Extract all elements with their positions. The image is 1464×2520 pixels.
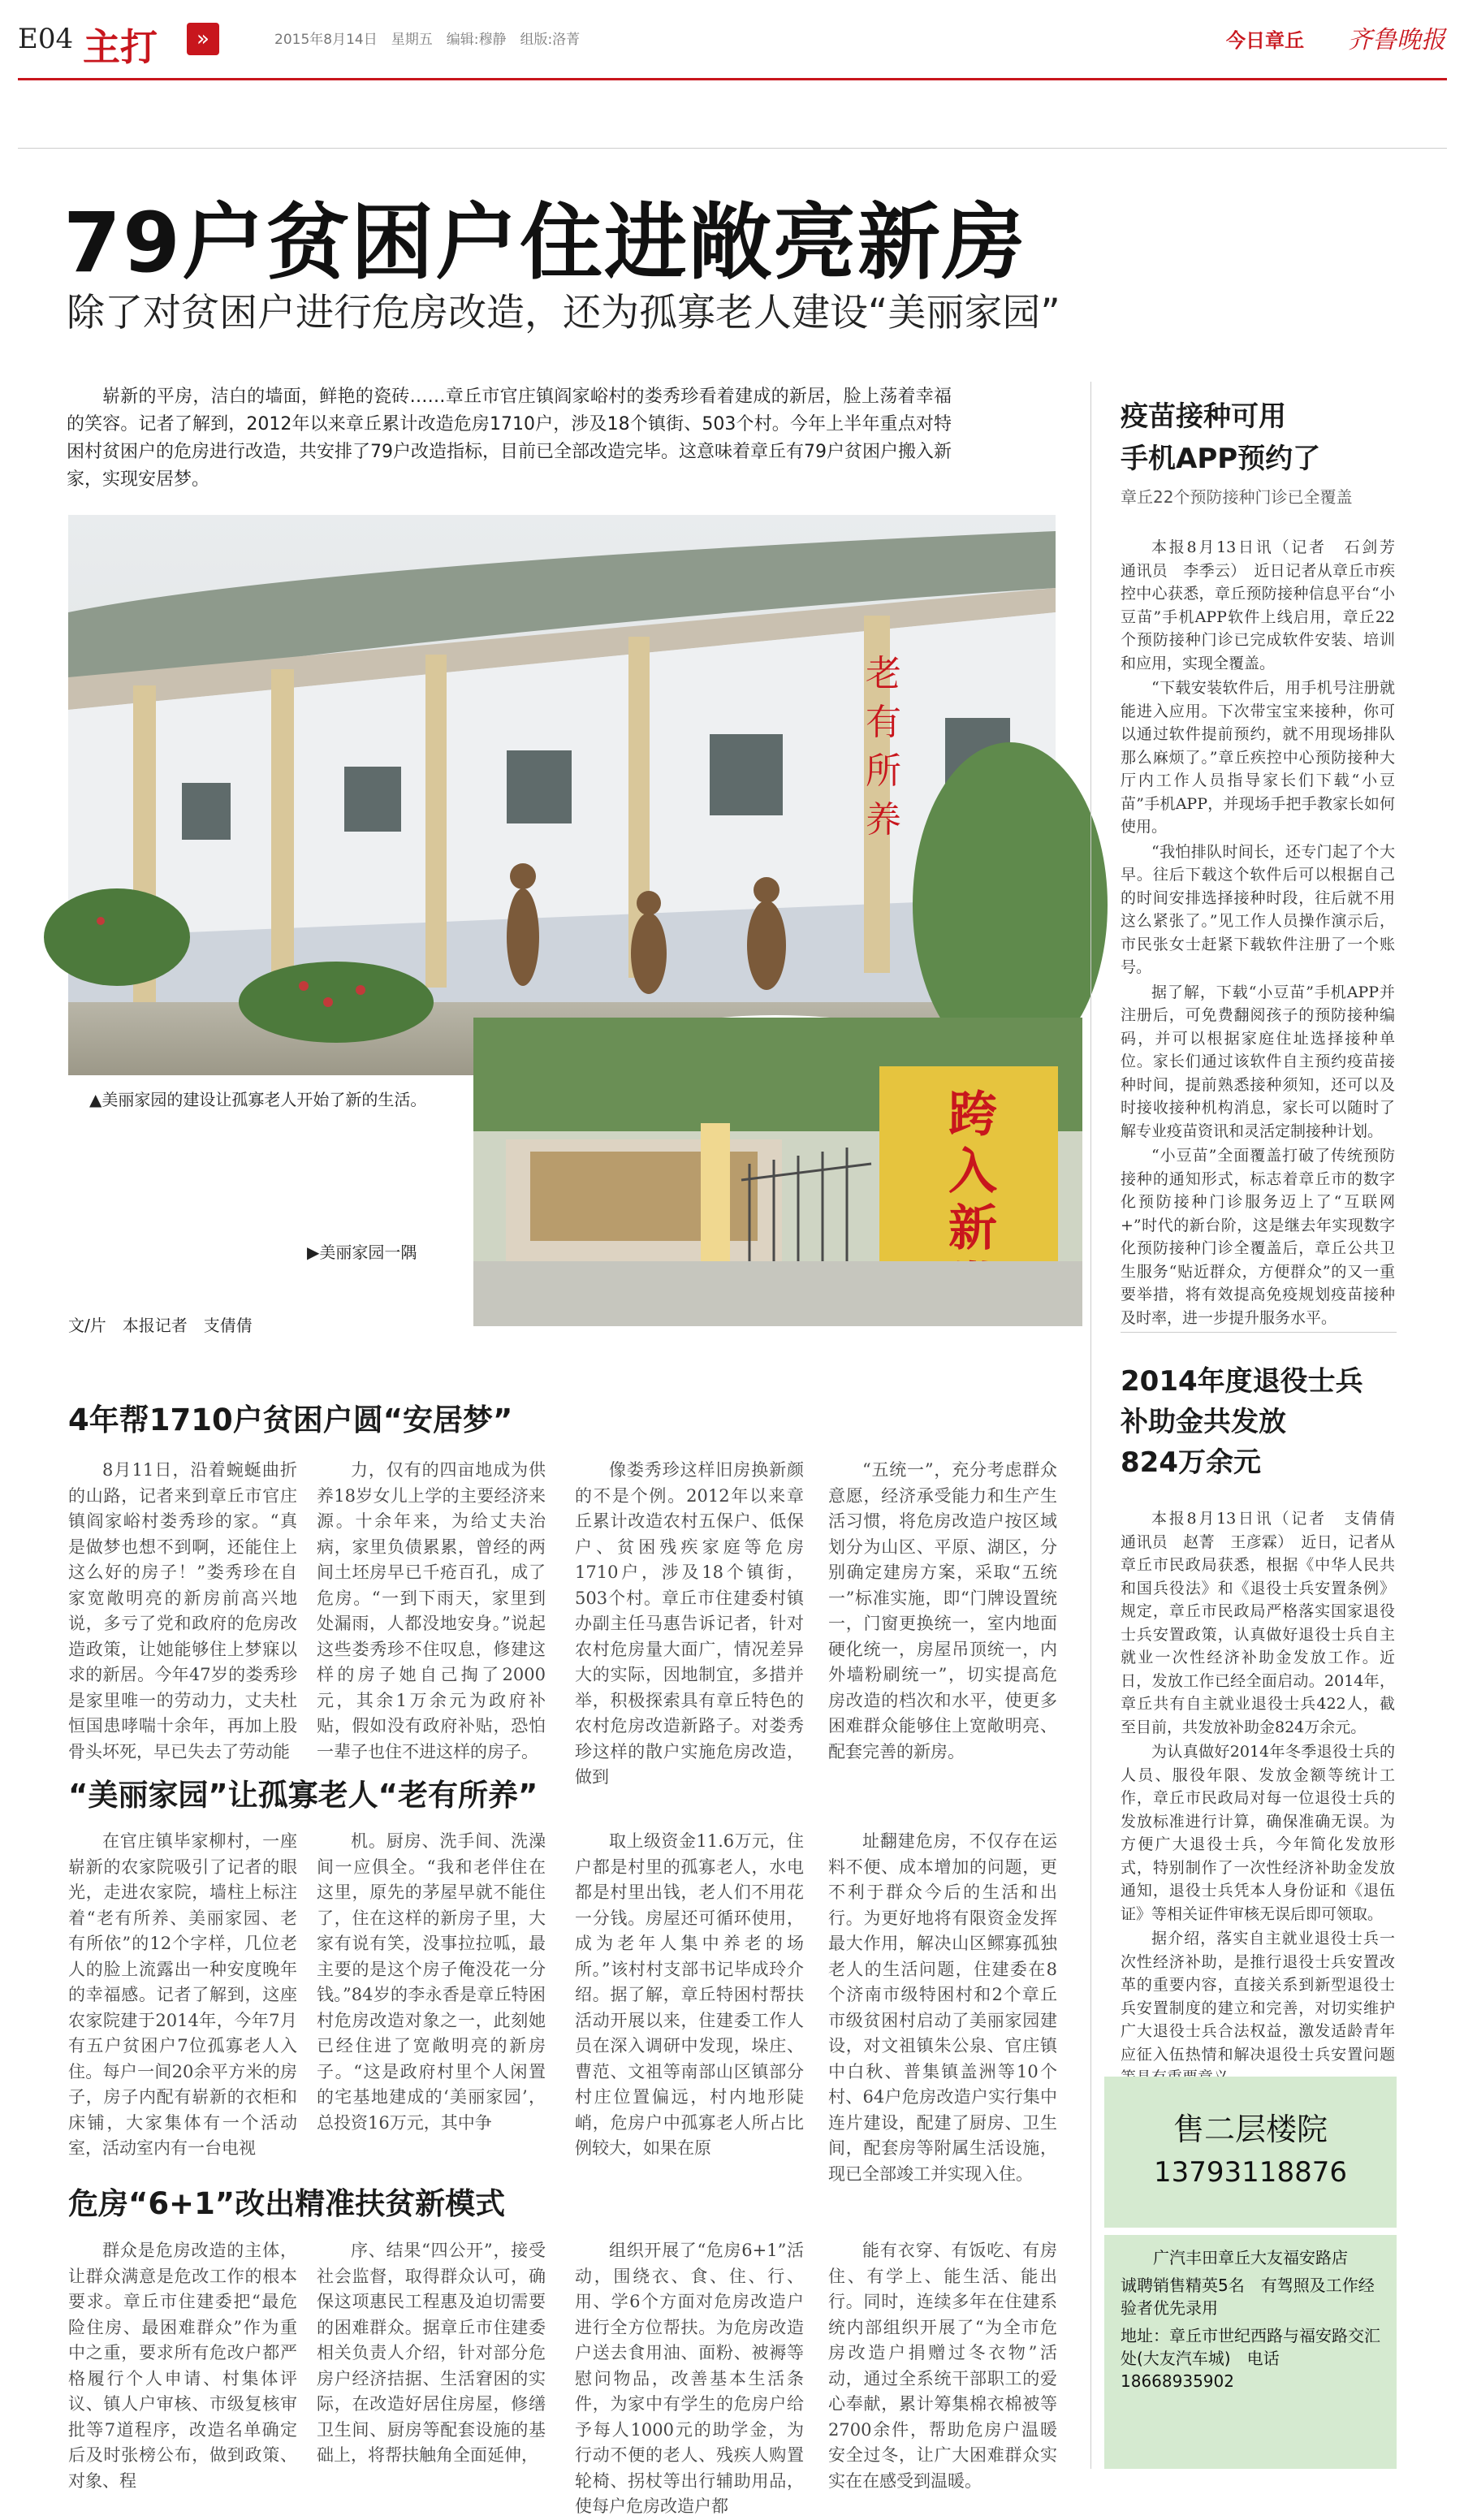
section3-col1: 群众是危房改造的主体，让群众满意是危改工作的根本要求。章丘市住建委把“最危险住房、最困难群众”作为重中之重，要求所有危改户都严格履行个人申请、村集体评议、镇人户审核、市级复核审批等7道程序，改造名单确定后及时张榜公布，做到政策、对象、程 [68, 2241, 297, 2491]
svg-text:跨: 跨 [948, 1087, 997, 1143]
section3-col2: 序、结果“四公开”，接受社会监督，取得群众认可，确保这项惠民工程惠及迫切需要的困难群众。据章丘市住建委相关负责人介绍，针对部分危房户经济拮据、生活窘困的实际，在改造好居住房屋，修缮卫生间、厨房等配套设施的基础上，将帮扶触角全面延伸， [317, 2241, 546, 2465]
sidebar1-paragraph: “下载安装软件后，用手机号注册就能进入应用。下次带宝宝来接种，你可以通过软件提前预约，就不用现场排队那么麻烦了。”章丘疾控中心预防接种大厅内工作人员指导家长们下载“小豆苗”手机APP，并现场手把手教家长如何使用。 [1121, 679, 1395, 836]
page-code: E04 [18, 23, 74, 55]
sidebar-divider [1090, 382, 1091, 2469]
sidebar2-paragraph: 据介绍，落实自主就业退役士兵一次性经济补助，是推行退役士兵安置改革的重要内容，直接关系到新型退役士兵安置制度的建立和完善，对切实维护广大退役士兵合法权益，激发适龄青年应征入伍热情和解决退役士兵安置问题 [1121, 1930, 1395, 2064]
sidebar2-title-line3: 824万余元 [1121, 1446, 1261, 1479]
main-photo-caption: ▲美丽家园的建设让孤寡老人开始了新的生活。 [89, 1090, 427, 1109]
sidebar2-paragraph: 本报8月13日讯（记者 支倩倩 通讯员 赵菁 王彦霖） 近日，记者从章丘市民政局获悉，根据《中华人民共和国兵役法》和《退役士兵安置条例》规定，章丘市民政局严格落实国家退役士兵安置政策，认真做好退役士兵自主就业一次性经济补助金发放工作。近日，发放工作已经全面启动。2014年，章丘共有自主就业退役士兵422人，截至目前，共发放补助金824万余元。 [1121, 1510, 1411, 1736]
section1-col2: 力，仅有的四亩地成为供养18岁女儿上学的主要经济来源。十余年来，为给丈夫治病，家里负债累累，曾经的两间土坯房早已千疮百孔，成了危房。“一到下雨天，家里到处漏雨，人都没地安身。”说起这些娄秀珍不住叹息，修建这样的房子她自己掏了2000元，其余1万余元为政府补贴，假如没有政府补贴，恐怕一辈子也住不进这样的房子。 [317, 1460, 546, 1761]
svg-text:入: 入 [948, 1143, 997, 1200]
house-sale-phone: 13793118876 [1154, 2156, 1347, 2189]
svg-text:有: 有 [866, 702, 901, 743]
subheadline: 除了对贫困户进行危房改造，还为孤寡老人建设“美丽家园” [67, 291, 1060, 335]
section1-col3: 像娄秀珍这样旧房换新颜的不是个例。2012年以来章丘累计改造农村五保户、低保户、贫困残疾家庭等危房1710户，涉及18个镇街，503个村。章丘市住建委村镇办副主任马惠告诉记者，针对农村危房量大面广，情况差异大的实际，因地制宜，多措并举，积极探索具有章丘特色的农村危房改造新路子。对娄秀珍这样的散户实施危房改造，做到 [575, 1460, 804, 1787]
column-name: 今日章丘 [1226, 29, 1304, 52]
sidebar1-title-line2: 手机APP预约了 [1121, 443, 1321, 475]
sidebar1-paragraph: “我怕排队时间长，还专门起了个大早。往后下载这个软件后可以根据自己的时间安排选择接种时段，往后就不用这么紧张了。”见工作人员操作演示后，市民张女士赶紧下载软件注册了一个账号。 [1121, 842, 1395, 976]
house-sale-ad [1104, 2077, 1397, 2228]
section-badge [83, 15, 261, 69]
sidebar1-paragraph: 据了解，下载“小豆苗”手机APP并注册后，可免费翻阅孩子的预防接种编码，并可以根据家庭住址选择接种单位。家长们通过该软件自主预约疫苗接种时间，提前熟悉接种须知，还可以及时接收接种机构消息，家长可以随时了解专业疫苗资讯和灵活定制接种计划。 [1121, 983, 1395, 1140]
inset-photo-illustration [473, 1018, 1082, 1326]
sidebar1-paragraph: 本报8月13日讯（记者 石剑芳 通讯员 李季云） 近日记者从章丘市疾控中心获悉，章丘预防接种信息平台“小豆苗”手机APP软件上线启用，章丘22个预防接种门诊已完成软件安装、培训和应用，实现全覆盖。 [1121, 538, 1411, 672]
sidebar2-paragraph: 为认真做好2014年冬季退役士兵的人员、服役年限、发放金额等统计工作，章丘市民政局对每一位退役士兵的发放标准进行计算，确保准确无误。为方便广大退役士兵，今年简化发放形式，特别制作了一次性经济补助金发放通知，退役士兵凭本人身份证和《退伍证》等相关证件审核无误后即可领取。 [1121, 1743, 1395, 1923]
section3-col4: 能有衣穿、有饭吃、有房住、有学上、能生活、能出行。同时，连续多年在住建系统内部组织开展了“为全市危房改造户捐赠过冬衣物”活动，通过全系统干部职工的爱心奉献，累计筹集棉衣棉被等2700余件，帮助危房户温暖安全过冬，让广大困难群众实实在在感受到温暖。 [828, 2241, 1057, 2491]
section-name: 主打 [83, 25, 158, 69]
paper-name-logo: 齐鲁晚报 [1348, 26, 1445, 54]
recruit-ad-line3: 地址：章丘市世纪西路与福安路交汇处(大友汽车城) 电话 [1121, 2326, 1380, 2368]
main-photo [68, 515, 1056, 1075]
section2-col3: 取上级资金11.6万元，住户都是村里的孤寡老人，水电都是村里出钱，老人们不用花一分钱。房屋还可循环使用，成为老年人集中养老的场所。”该村村支部书记毕成玲介绍。据了解，章丘特困村帮扶活动开展以来，住建委工作人员在深入调研中发现，垛庄、曹范、文祖等南部山区镇部分村庄位置偏远，村内地形陡峭，危房户中孤寡老人所占比例较大，如果在原 [575, 1831, 804, 2158]
header-divider [18, 78, 1447, 80]
section2-col1: 在官庄镇毕家柳村，一座崭新的农家院吸引了记者的眼光，走进农家院，墙柱上标注着“老有所养、美丽家园、老有所依”的12个字样，几位老人的脸上流露出一种安度晚年的幸福感。记者了解到，这座农家院建于2014年，今年7月有五户贫困户7位孤寡老人入住。每户一间20余平方米的房子，房子内配有崭新的衣柜和床铺，大家集体有一个活动室，活动室内有一台电视 [68, 1831, 297, 2158]
sidebar1-title-line1: 疫苗接种可用 [1121, 400, 1286, 433]
recruit-ad-phone: 18668935902 [1121, 2371, 1234, 2391]
section2-col4: 址翻建危房，不仅存在运料不便、成本增加的问题，更不利于群众今后的生活和出行。为更好地将有限资金发挥最大作用，解决山区鳏寡孤独老人的生活问题，住建委在8个济南市级特困村和2个章丘市级贫困村启动了美丽家园建设，对文祖镇朱公泉、官庄镇中白秋、普集镇盖洲等10个村、64户危房改造户实行集中连片建设，配建了厨房、卫生间，配套房等附属生活设施，现已全部竣工并实现入住。 [828, 1831, 1057, 2184]
sidebar1-paragraph: “小豆苗”全面覆盖打破了传统预防接种的通知形式，标志着章丘市的数字化预防接种门诊服务迈上了“互联网+”时代的新台阶，这是继去年实现数字化预防接种门诊全覆盖后，章丘公共卫生服务“贴近群众，方便群众”的又一重要举措，将有效提高免疫规划疫苗接种及时率，进一步提升服务水平。 [1121, 1147, 1395, 1327]
photo-sign-text: 老 [866, 653, 901, 694]
recruit-ad [1104, 2235, 1397, 2469]
section3-col3: 组织开展了“危房6+1”活动，围绕衣、食、住、行、用、学6个方面对危房改造户进行全方位帮扶。为危房改造户送去食用油、面粉、被褥等慰问物品，改善基本生活条件，为家中有学生的危房户给予每人1000元的助学金，为行动不便的老人、残疾人购置轮椅、拐杖等出行辅助用品，使每户危房改造户都 [575, 2241, 804, 2516]
section1-title: 4年帮1710户贫困户圆“安居梦” [68, 1403, 513, 1437]
main-photo-illustration [68, 515, 1056, 1075]
header-divider-thin [18, 148, 1447, 149]
section1-col1: 8月11日，沿着蜿蜒曲折的山路，记者来到章丘市官庄镇阎家峪村娄秀珍的家。“真是做梦也想不到啊，还能住上这么好的房子！”娄秀珍在自家宽敞明亮的新房前高兴地说，多亏了党和政府的危房改造政策，让她能够住上梦寐以求的新居。今年47岁的娄秀珍是家里唯一的劳动力，丈夫杜恒国患哮喘十余年，再加上股骨头坏死，早已失去了劳动能 [68, 1460, 297, 1761]
section3-title: 危房“6+1”改出精准扶贫新模式 [68, 2186, 506, 2221]
svg-text:所: 所 [866, 750, 901, 792]
svg-text:新: 新 [948, 1200, 997, 1257]
sidebar-separator [1121, 1332, 1397, 1333]
recruit-ad-line1: 广汽丰田章丘大友福安路店 [1153, 2248, 1348, 2267]
date-info: 2015年8月14日 星期五 编辑:穆静 组版:洛菁 [274, 32, 581, 48]
sidebar2-title-line2: 补助金共发放 [1121, 1406, 1286, 1438]
house-sale-title: 售二层楼院 [1172, 2112, 1328, 2147]
sidebar1-subtitle: 章丘22个预防接种门诊已全覆盖 [1121, 487, 1353, 507]
lead-paragraph: 崭新的平房，洁白的墙面，鲜艳的瓷砖……章丘市官庄镇阎家峪村的娄秀珍看着建成的新居，脸上荡着幸福的笑容。记者了解到，2012年以来章丘累计改造危房1710户，涉及18个镇街、503个村。今年上半年重点对特困村贫困户的危房进行改造，共安排了79户改造指标，目前已全部改造完毕。这意味着章丘有79户贫困户搬入新家，实现安居梦。 [67, 387, 952, 490]
sidebar1-body [1121, 536, 1411, 1327]
section2-col2: 机。厨房、洗手间、洗澡间一应俱全。“我和老伴住在这里，原先的茅屋早就不能住了，住在这样的新房子里，大家有说有笑，没事拉拉呱，最主要的是这个房子俺没花一分钱。”84岁的李永香是章丘特困村危房改造对象之一，此刻她已经住进了宽敞明亮的新房子。“这是政府村里个人闲置的宅基地建成的‘美丽家园’，总投资16万元，其中争 [317, 1831, 546, 2133]
page-header [0, 0, 1464, 91]
recruit-ad-line2: 诚聘销售精英5名 有驾照及工作经验者优先录用 [1121, 2276, 1375, 2318]
section2-title: “美丽家园”让孤寡老人“老有所养” [68, 1778, 538, 1813]
sidebar2-body [1121, 1507, 1411, 2064]
section-arrow-icon: » [187, 23, 219, 55]
headline: 79户贫困户住进敞亮新房 [63, 195, 1026, 292]
section1-col4: “五统一”，充分考虑群众意愿，经济承受能力和生产生活习惯，将危房改造户按区域划分为山区、平原、湖区，分别确定建房方案，采取“五统一”标准实施，即“门牌设置统一，门窗更换统一，室内地面硬化统一，房屋吊顶统一，内外墙粉刷统一”，切实提高危房改造的档次和水平，使更多困难群众能够住上宽敞明亮、配套完善的新房。 [828, 1460, 1057, 1761]
sidebar2-title-line1: 2014年度退役士兵 [1121, 1365, 1363, 1398]
inset-photo [471, 1015, 1080, 1324]
byline: 文/片 本报记者 支倩倩 [68, 1316, 253, 1335]
inset-photo-caption: ▶美丽家园一隅 [307, 1243, 417, 1262]
svg-text:养: 养 [866, 799, 901, 841]
